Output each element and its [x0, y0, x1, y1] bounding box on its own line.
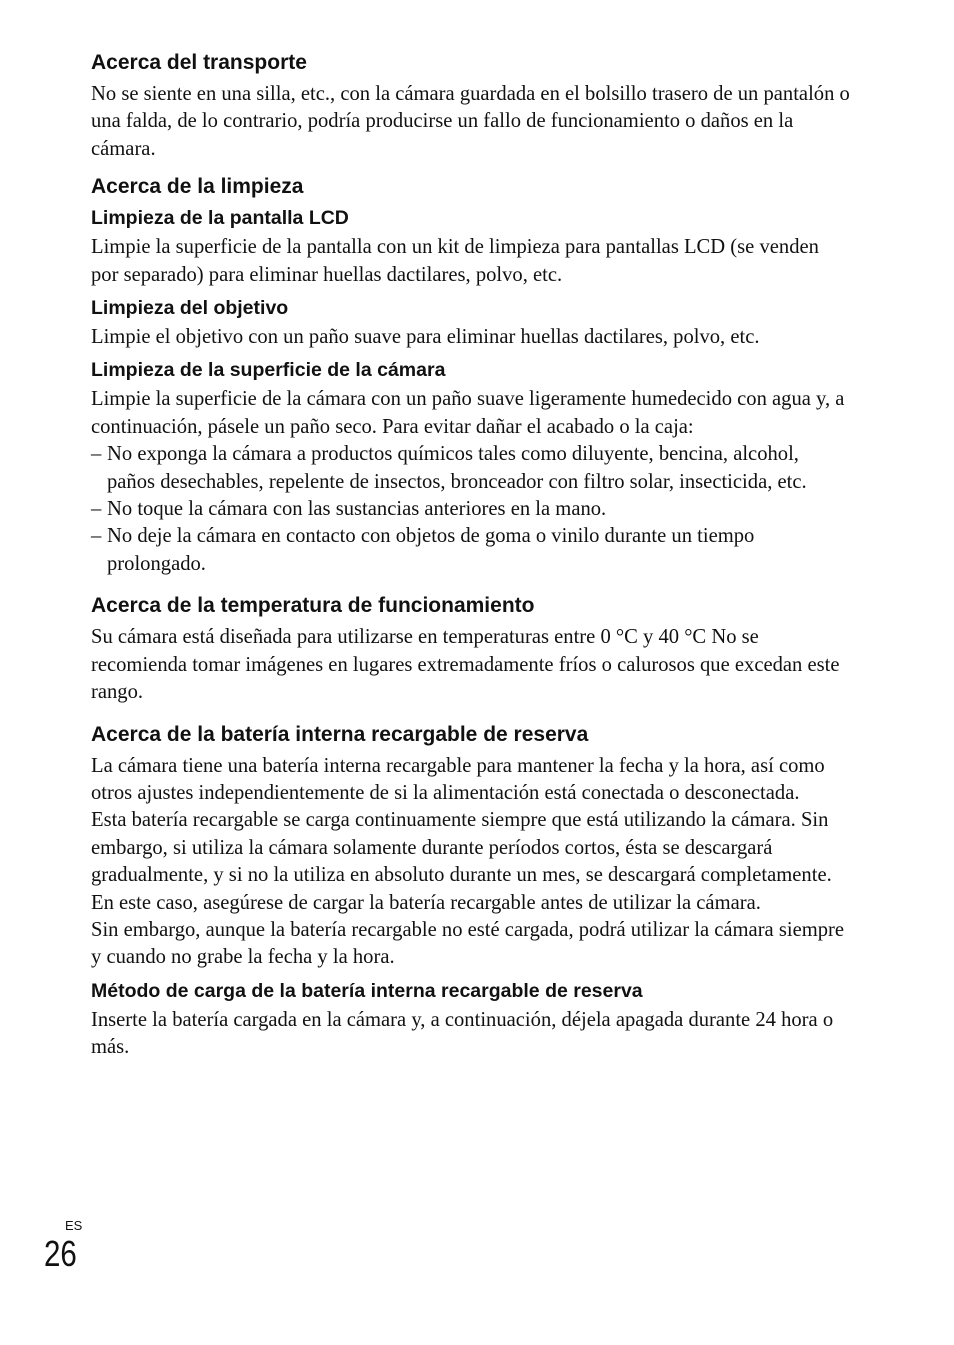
- paragraph-lens-cleaning: Limpie el objetivo con un paño suave para eliminar huellas dactilares, polvo, etc.: [91, 326, 760, 349]
- section-battery: [91, 721, 851, 1062]
- subsection-lcd-cleaning: [91, 205, 851, 289]
- list-item-text: No exponga la cámara a productos químicos tales como diluyente, bencina, alcohol, paños desechables, repelente de insectos, bronceador con filtro solar, insecticida, etc.: [107, 443, 807, 493]
- section-transport: [91, 49, 851, 163]
- paragraph-battery-1: La cámara tiene una batería interna recargable para mantener la fecha y la hora, así como otros ajustes independientemente de si la alimentación está conectada o desconectada.: [91, 754, 825, 804]
- subsection-lens-cleaning: [91, 295, 851, 351]
- section-temperature: [91, 592, 851, 706]
- dash-bullet: –: [91, 525, 102, 548]
- subsection-battery-charging: [91, 978, 851, 1062]
- manual-page: [91, 49, 851, 1072]
- dash-bullet: –: [91, 498, 102, 521]
- heading-battery: Acerca de la batería interna recargable de reserva: [91, 722, 589, 746]
- subsection-surface-cleaning: [91, 357, 851, 578]
- subheading-surface-cleaning: Limpieza de la superficie de la cámara: [91, 359, 446, 382]
- section-cleaning: [91, 173, 851, 578]
- paragraph-battery-3: Sin embargo, aunque la batería recargable no esté cargada, podrá utilizar la cámara siempre y cuando no grabe la fecha y la hora.: [91, 918, 845, 969]
- dash-bullet: –: [91, 443, 102, 466]
- list-item: [91, 496, 851, 523]
- paragraph-temperature: Su cámara está diseñada para utilizarse en temperaturas entre 0 °C y 40 °C No se recomienda tomar imágenes en lugares extremadamente fríos o calurosos que excedan este rango.: [91, 626, 840, 704]
- page-number: 26: [44, 1233, 77, 1274]
- paragraph-transport: No se siente en una silla, etc., con la cámara guardada en el bolsillo trasero de un pantalón o una falda, de lo contrario, podría producirse un fallo de funcionamiento o daños en la cámara.: [91, 83, 850, 160]
- list-item: [91, 441, 851, 496]
- heading-temperature: Acerca de la temperatura de funcionamiento: [91, 594, 535, 618]
- caution-list: [91, 441, 851, 578]
- language-code: ES: [65, 1218, 83, 1233]
- list-item-text: No deje la cámara en contacto con objetos de goma o vinilo durante un tiempo prolongado.: [107, 525, 755, 575]
- paragraph-surface-cleaning: Limpie la superficie de la cámara con un paño suave ligeramente humedecido con agua y, a continuación, pásele un paño seco. Para evitar dañar el acabado o la caja:: [91, 388, 845, 438]
- paragraph-battery-charging: Inserte la batería cargada en la cámara y, a continuación, déjela apagada durante 24 hora o más.: [91, 1008, 834, 1059]
- heading-transport: Acerca del transporte: [91, 51, 307, 74]
- list-item: [91, 523, 851, 578]
- paragraph-lcd-cleaning: Limpie la superficie de la pantalla con un kit de limpieza para pantallas LCD (se venden por separado) para eliminar huellas dactilares, polvo, etc.: [91, 236, 819, 286]
- subheading-lens-cleaning: Limpieza del objetivo: [91, 297, 289, 320]
- subheading-battery-charging: Método de carga de la batería interna recargable de reserva: [91, 979, 643, 1002]
- heading-cleaning: Acerca de la limpieza: [91, 175, 304, 199]
- list-item-text: No toque la cámara con las sustancias anteriores en la mano.: [107, 498, 607, 521]
- paragraph-battery-2: Esta batería recargable se carga continuamente siempre que está utilizando la cámara. Sin embargo, si utiliza la cámara solamente durante períodos cortos, ésta se descargará gradualmente, y si no la utiliza en absoluto durante un mes, se descargará completamente. En este caso, asegúrese de cargar la batería recargable antes de utilizar la cámara.: [91, 809, 832, 914]
- subheading-lcd-cleaning: Limpieza de la pantalla LCD: [91, 207, 349, 230]
